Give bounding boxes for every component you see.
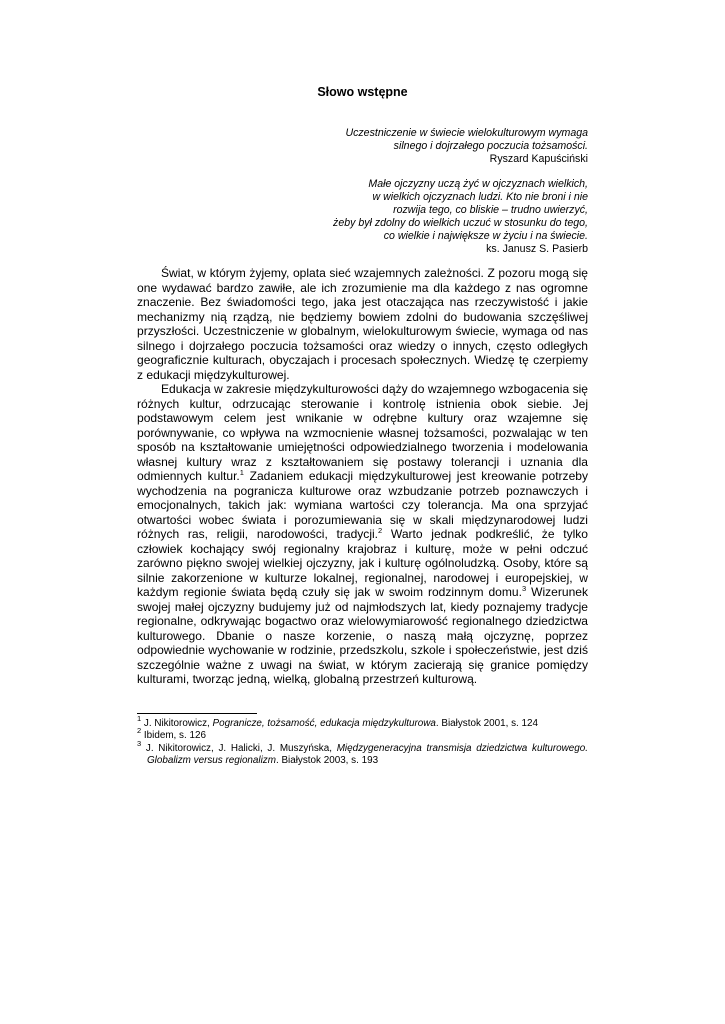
- footnotes: [137, 714, 589, 768]
- motto-author: ks. Janusz S. Pasierb: [486, 243, 588, 255]
- footnote-3: [137, 738, 589, 768]
- footnote-separator: [137, 713, 257, 714]
- footnote-2: [137, 726, 588, 742]
- footnote-ref-3[interactable]: 3: [521, 584, 527, 593]
- paragraph-2-part-b: Zadaniem edukacji międzykulturowej jest kreowanie potrzeby wychodzenia na pogranicza kulturowe oraz wzbudzanie potrzeb poznawczych i emocjonalnych, takich jak: wymiana wartości czy tolerancja. Ma ona sprzyjać otwartości wobec świata i porozumiewania się w skali międzynarodowej ludzi różnych ras, religii, narodowości, tradycji.: [137, 469, 589, 541]
- motto-line: żeby był zdolny do wielkich uczuć w stosunku do tego,: [333, 217, 588, 229]
- footnote-number: 3: [137, 738, 142, 748]
- paragraph-2-part-d: Wizerunek swojej małej ojczyzny budujemy już od najmłodszych lat, kiedy poznajemy tradycje regionalne, odkrywając bogactwo oraz wielowymiarowość regionalnego dziedzictwa kulturowego. Dbanie o nasze korzenie, o naszą małą ojczyznę, poprzez odpowiednie wychowanie w rodzinie, przedszkolu, szkole i społeczeństwie, jest dziś szczególnie ważne z uwagi na świat, w którym zacierają się granice pomiędzy kulturami, tworząc jedną, wielką, globalną przestrzeń kulturową.: [137, 585, 588, 686]
- footnote-text: Ibidem, s. 126: [141, 730, 206, 742]
- paragraph-2: [137, 382, 588, 687]
- footnote-number: 2: [137, 726, 142, 736]
- footnote-title: Pogranicze, tożsamość, edukacja międzykulturowa: [212, 718, 436, 729]
- paragraph-1: Świat, w którym żyjemy, oplata sieć wzajemnych zależności. Z pozoru mogą się one wydawać bardzo zawiłe, ale ich zrozumienie ma dla każdego z nas ogromne znaczenie. Bez świadomości tego, jaka jest otaczająca nas rzeczywistość i jakie mechanizmy nią rządzą, nie będziemy bowiem zdolni do budowania szczęśliwej przyszłości. Uczestniczenie w globalnym, wielokulturowym świecie, wymaga od nas silnego i dojrzałego poczucia tożsamości oraz wiedzy o innych, często odległych geograficznie kulturach, obyczajach i procesach społecznych. Wiedzę tę czerpiemy z edukacji międzykulturowej.: [137, 266, 588, 382]
- motto-line: Uczestniczenie w świecie wielokulturowym wymaga: [345, 127, 588, 139]
- motto-line: rozwija tego, co bliskie – trudno uwierzyć,: [393, 204, 588, 216]
- footnote-title: Międzygeneracyjna transmisja dziedzictwa kulturowego. Globalizm versus regionalizm: [147, 742, 589, 767]
- footnote-1: [137, 714, 588, 730]
- motto-line: w wielkich ojczyznach ludzi. Kto nie broni i nie: [372, 191, 588, 203]
- motto-line: silnego i dojrzałego poczucia tożsamości.: [393, 140, 588, 152]
- page-title: Słowo wstępne: [317, 85, 408, 99]
- motto-line: Małe ojczyzny uczą żyć w ojczyznach wielkich,: [368, 178, 588, 190]
- footnote-text: J. Nikitorowicz,: [141, 718, 213, 729]
- footnote-text: J. Nikitorowicz, J. Halicki, J. Muszyńska,: [141, 742, 337, 754]
- paragraph-2-part-c: Warto jednak podkreślić, że tylko człowiek kochający swój regionalny krajobraz i kulturę, może w pełni odczuć zarówno piękno swojej wielkiej ojczyzny, jak i kulturę ogólnoludzką. Osoby, które są silnie zakorzenione w kulturze lokalnej, regionalnej, narodowej i europejskiej, w każdym regionie świata będą czuły się jak w swoim rodzinnym domu.: [137, 527, 588, 599]
- motto-author: Ryszard Kapuściński: [489, 153, 588, 165]
- paragraph-2-part-a: Edukacja w zakresie międzykulturowości dąży do wzajemnego wzbogacenia się różnych kultur, odrzucając sterowanie i kontrolę istnienia obok siebie. Jej podstawowym celem jest wnikanie w odrębne kultury oraz wzajemne się porównywanie, co wpływa na wzmocnienie własnej tożsamości, pozwalając w ten sposób na kształtowanie umiejętności odpowiedzialnego tworzenia i modelowania własnej kultury wraz z kształtowaniem się postawy tolerancji i uznania dla odmiennych kultur.: [137, 382, 588, 483]
- footnote-number: 1: [137, 714, 142, 723]
- footnote-ref-1[interactable]: 1: [239, 468, 244, 477]
- main-text: [137, 266, 588, 687]
- footnote-text: . Białystok 2001, s. 124: [435, 718, 539, 729]
- footnote-ref-2[interactable]: 2: [378, 526, 383, 535]
- motto-line: co wielkie i największe w życiu i na świecie.: [383, 230, 588, 242]
- motto-kapuscinski: [288, 127, 588, 166]
- motto-pasierb: [288, 178, 588, 256]
- footnote-text: . Białystok 2003, s. 193: [275, 755, 379, 767]
